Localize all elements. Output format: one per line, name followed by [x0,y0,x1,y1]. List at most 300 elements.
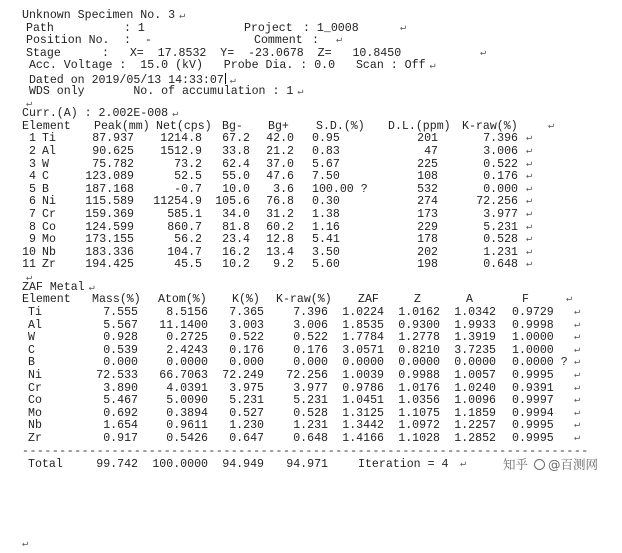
return-mark: ↵ [574,382,581,394]
row-number: 7 [29,207,36,221]
k-raw: 1.231 [293,419,328,433]
sd-percent: 3.50 [312,245,340,259]
bg-plus: 12.8 [266,233,294,247]
specimen-title: Unknown Specimen No. 3 [22,9,176,22]
k-percent: 0.522 [229,331,264,345]
k-raw: 3.977 [483,207,518,221]
total-label: Total [28,457,63,471]
return-mark: ↵ [336,35,343,47]
atom-percent: 2.4243 [166,343,208,357]
return-mark: ↵ [574,420,581,432]
element-symbol: Al [28,318,42,332]
element-symbol: Nb [42,245,56,259]
stage-value: : X= 17.8532 Y= -23.0678 Z= 10.8450 [102,46,402,60]
return-mark: ↵ [526,234,533,246]
k-raw: 3.006 [293,318,328,332]
row-number: 5 [29,182,36,196]
curr-line [22,108,612,121]
k-raw: 0.176 [483,170,518,184]
element-symbol: W [42,157,49,171]
table-row [22,209,612,222]
k-raw: 5.231 [483,220,518,234]
return-mark: ↵ [88,282,95,294]
bg-plus: 3.6 [273,182,294,196]
dl-ppm: 173 [417,207,438,221]
peak-mm: 115.589 [85,195,134,209]
bg-minus: 16.2 [222,245,250,259]
return-mark: ↵ [574,395,581,407]
z-factor: 1.2778 [398,331,440,345]
k-raw: 3.006 [483,144,518,158]
watermark-right: @百测网 [547,456,598,472]
z-factor: 1.1028 [398,432,440,445]
dl-ppm: 274 [417,195,438,209]
k-raw: 0.528 [293,406,328,420]
column-header: Element [22,119,71,133]
row-number: 6 [29,195,36,209]
peak-mm: 124.599 [85,220,134,234]
peak-mm: 194.425 [85,258,134,272]
z-factor: 0.0000 [398,356,440,370]
watermark-left: 知乎 [502,456,528,472]
dl-ppm: 47 [424,144,438,158]
wds-line [22,86,612,99]
z-factor: 0.9300 [398,318,440,332]
bg-minus: 55.0 [222,170,250,184]
return-mark: ↵ [172,109,179,121]
k-raw: 0.522 [293,331,328,345]
zaf-factor: 1.0451 [342,394,384,408]
row-number: 1 [29,132,36,146]
k-percent: 3.975 [229,381,264,395]
net-cps: 1214.8 [160,132,202,146]
sd-percent: 5.60 [312,258,340,272]
net-cps: 1512.9 [160,144,202,158]
zaf-factor: 1.3442 [342,419,384,433]
column-header: Atom(%) [158,293,207,307]
a-factor: 3.7235 [454,343,496,357]
a-factor: 1.0240 [454,381,496,395]
mass-percent: 3.890 [103,381,138,395]
acc-voltage-text: Acc. Voltage : 15.0 (kV) Probe Dia. : 0.0 Scan : Off [28,59,426,73]
bg-plus: 31.2 [266,207,294,221]
k-raw: 3.977 [293,381,328,395]
divider-rule: ---------------------------------------------------------------------------- [22,445,589,458]
a-factor: 1.1859 [454,406,496,420]
k-percent: 0.527 [229,406,264,420]
path-label: Path [26,21,54,35]
bg-plus: 76.8 [266,195,294,209]
column-header: Element [22,293,71,307]
atom-percent: 66.7063 [159,369,208,383]
atom-percent: 0.0000 [166,356,208,370]
a-factor: 1.0057 [454,369,496,383]
return-mark: ↵ [297,86,304,98]
z-factor: 1.0176 [398,381,440,395]
net-cps: 73.2 [174,157,202,171]
atom-percent: 8.5156 [166,306,208,320]
atom-percent: 4.0391 [166,381,208,395]
row-number: 3 [29,157,36,171]
table-row [22,395,612,408]
return-mark: ↵ [566,294,573,306]
net-cps: -0.7 [174,182,202,196]
bg-minus: 105.6 [215,195,250,209]
row-number: 8 [29,220,36,234]
table-row [22,146,612,159]
a-factor: 1.3919 [454,331,496,345]
return-mark: ↵ [526,246,533,258]
position-line [22,35,612,48]
column-header: ZAF [358,293,379,307]
bg-minus: 33.8 [222,144,250,158]
stage-label: Stage [26,46,61,60]
row-number: 11 [22,258,36,272]
wds-text: WDS only No. of accumulation : 1 [28,84,294,98]
table-row [22,332,612,345]
f-factor: 0.9391 [512,381,554,395]
return-mark: ↵ [574,407,581,419]
k-raw: 0.528 [483,233,518,247]
table-row [22,171,612,184]
net-cps: 585.1 [167,207,202,221]
element-symbol: Ti [28,306,42,320]
f-factor: 1.0000 [512,343,554,357]
zaf-factor: 0.9786 [342,381,384,395]
total-atom: 100.0000 [152,457,208,471]
element-symbol: Co [42,220,56,234]
sd-percent: 1.38 [312,207,340,221]
mass-percent: 0.917 [103,432,138,445]
k-raw: 0.000 [483,182,518,196]
k-percent: 0.176 [229,343,264,357]
document [22,10,612,472]
bg-plus: 47.6 [266,170,294,184]
comment-label: Comment [254,34,303,48]
a-factor: 1.0342 [454,306,496,320]
k-raw: 7.396 [293,306,328,320]
column-header: Net(cps) [156,119,212,133]
bg-minus: 23.4 [222,233,250,247]
zaf-table [22,294,612,445]
f-factor: 0.9729 [512,306,554,320]
peak-mm: 75.782 [92,157,134,171]
z-factor: 1.1075 [398,406,440,420]
row-number: 4 [29,170,36,184]
element-symbol: Ni [28,369,42,383]
dated-text: Dated on 2019/05/13 14:33:07 [28,73,224,87]
row-number: 9 [29,233,36,247]
k-raw: 0.648 [483,258,518,272]
column-header: A [466,293,473,307]
z-factor: 0.8210 [398,343,440,357]
return-mark: ↵ [574,370,581,382]
f-factor: 0.9998 [512,318,554,332]
f-factor: 0.0000 ? [512,356,568,370]
atom-percent: 11.1400 [159,318,208,332]
f-factor: 0.9997 [512,394,554,408]
k-raw: 72.256 [286,369,328,383]
table-row [22,433,612,446]
bg-minus: 10.2 [222,258,250,272]
k-percent: 3.003 [229,318,264,332]
k-raw: 0.648 [293,432,328,445]
sd-percent: 0.30 [312,195,340,209]
mass-percent: 5.467 [103,394,138,408]
return-mark: ↵ [22,539,29,550]
k-raw: 0.000 [293,356,328,370]
table-row [22,259,612,272]
k-raw: 0.522 [483,157,518,171]
return-mark: ↵ [574,344,581,356]
zaf-title: ZAF Metal [22,280,85,294]
k-percent: 1.230 [229,419,264,433]
k-raw: 7.396 [483,132,518,146]
bg-minus: 67.2 [222,132,250,146]
bg-minus: 81.8 [222,220,250,234]
k-percent: 7.365 [229,306,264,320]
dl-ppm: 178 [417,233,438,247]
zaf-factor: 1.4166 [342,432,384,445]
table-row [22,234,612,247]
curr-text: Curr.(A) : 2.002E-008 [22,107,169,121]
return-mark: ↵ [26,99,33,111]
total-row [22,458,612,472]
element-symbol: W [28,331,35,345]
acc-voltage-line [22,60,612,73]
peak-mm: 187.168 [85,182,134,196]
element-symbol: B [42,182,49,196]
mass-percent: 5.567 [103,318,138,332]
column-header: Peak(mm) [94,119,150,133]
sd-percent: 5.41 [312,233,340,247]
bg-minus: 62.4 [222,157,250,171]
column-header: Bg+ [268,119,289,133]
column-header: K-raw(%) [276,293,332,307]
element-symbol: Cr [28,381,42,395]
peak-mm: 90.625 [92,144,134,158]
element-symbol: Nb [28,419,42,433]
atom-percent: 0.2725 [166,331,208,345]
f-factor: 1.0000 [512,331,554,345]
column-header: K-raw(%) [462,119,518,133]
dl-ppm: 198 [417,258,438,272]
mass-percent: 0.539 [103,343,138,357]
return-mark: ↵ [526,133,533,145]
dl-ppm: 532 [417,182,438,196]
a-factor: 1.2852 [454,432,496,445]
position-label: Position No. [26,34,110,48]
zaf-factor: 1.0039 [342,369,384,383]
a-factor: 0.0000 [454,356,496,370]
atom-percent: 5.0090 [166,394,208,408]
element-measurement-table [22,121,612,272]
mass-percent: 0.928 [103,331,138,345]
bg-plus: 37.0 [266,157,294,171]
text-cursor [225,73,226,84]
element-symbol: B [28,356,35,370]
column-header: F [522,293,529,307]
element-symbol: C [28,343,35,357]
return-mark: ↵ [574,433,581,444]
sd-percent: 0.95 [312,132,340,146]
return-mark: ↵ [526,221,533,233]
net-cps: 860.7 [167,220,202,234]
element-symbol: Al [42,144,56,158]
element-symbol: Mo [42,233,56,247]
return-mark: ↵ [526,259,533,271]
peak-mm: 87.937 [92,132,134,146]
total-mass: 99.742 [96,457,138,471]
return-mark: ↵ [480,47,487,59]
net-cps: 45.5 [174,258,202,272]
column-header: D.L.(ppm) [388,119,451,133]
atom-percent: 0.9611 [166,419,208,433]
row-number: 10 [22,245,36,259]
element-symbol: Co [28,394,42,408]
mass-percent: 7.555 [103,306,138,320]
table-row [22,307,612,320]
element-symbol: Ni [42,195,56,209]
element-symbol: C [42,170,49,184]
f-factor: 0.9995 [512,432,554,445]
bg-minus: 34.0 [222,207,250,221]
a-factor: 1.2257 [454,419,496,433]
atom-percent: 0.5426 [166,432,208,445]
zaf-factor: 1.8535 [342,318,384,332]
table-row [22,370,612,383]
watermark [499,458,598,472]
return-mark: ↵ [574,332,581,344]
peak-mm: 123.089 [85,170,134,184]
specimen-title-line [22,10,612,23]
net-cps: 11254.9 [153,195,202,209]
dl-ppm: 225 [417,157,438,171]
return-mark: ↵ [526,158,533,170]
z-factor: 0.9988 [398,369,440,383]
dl-ppm: 108 [417,170,438,184]
return-mark: ↵ [574,307,581,319]
element-symbol: Ti [42,132,56,146]
bg-minus: 10.0 [222,182,250,196]
project-label: Project [244,21,293,35]
total-kraw: 94.971 [286,457,328,471]
k-percent: 72.249 [222,369,264,383]
k-raw: 0.176 [293,343,328,357]
element-symbol: Cr [42,207,56,221]
sd-percent: 7.50 [312,170,340,184]
z-factor: 1.0356 [398,394,440,408]
zaf-factor: 3.0571 [342,343,384,357]
return-mark: ↵ [26,272,33,284]
element-symbol: Zr [42,258,56,272]
return-mark: ↵ [400,22,407,34]
peak-mm: 159.369 [85,207,134,221]
a-factor: 1.9933 [454,318,496,332]
return-mark: ↵ [429,61,436,73]
row-number: 2 [29,144,36,158]
bg-plus: 13.4 [266,245,294,259]
project-value: : 1_0008 [303,21,359,35]
bg-plus: 9.2 [273,258,294,272]
f-factor: 0.9995 [512,369,554,383]
dl-ppm: 202 [417,245,438,259]
dl-ppm: 201 [417,132,438,146]
return-mark: ↵ [526,208,533,220]
f-factor: 0.9994 [512,406,554,420]
f-factor: 0.9995 [512,419,554,433]
total-iteration: Iteration = 4 [358,457,449,471]
column-header: Mass(%) [92,293,141,307]
bg-plus: 21.2 [266,144,294,158]
k-raw: 5.231 [293,394,328,408]
path-value: : 1 [124,21,145,35]
zaf-factor: 0.0000 [342,356,384,370]
column-header: Bg- [222,119,243,133]
column-header: K(%) [232,293,260,307]
mass-percent: 0.692 [103,406,138,420]
k-percent: 5.231 [229,394,264,408]
element-symbol: Zr [28,432,42,445]
zaf-factor: 1.0224 [342,306,384,320]
net-cps: 52.5 [174,170,202,184]
k-percent: 0.000 [229,356,264,370]
bg-plus: 42.0 [266,132,294,146]
return-mark: ↵ [574,357,581,369]
z-factor: 1.0972 [398,419,440,433]
return-mark: ↵ [526,145,533,157]
k-raw: 72.256 [476,195,518,209]
zaf-factor: 1.3125 [342,406,384,420]
mass-percent: 0.000 [103,356,138,370]
position-value: : - [124,34,152,48]
sd-percent: 100.00 ? [312,182,368,196]
peak-mm: 183.336 [85,245,134,259]
return-mark: ↵ [526,171,533,183]
return-mark: ↵ [526,196,533,208]
zaf-factor: 1.7784 [342,331,384,345]
return-mark: ↵ [229,75,236,87]
net-cps: 56.2 [174,233,202,247]
comment-value: : [312,34,319,48]
net-cps: 104.7 [167,245,202,259]
paw-icon [534,459,545,470]
return-mark: ↵ [548,120,555,132]
k-percent: 0.647 [229,432,264,445]
column-header: S.D.(%) [316,119,365,133]
column-header: Z [414,293,421,307]
k-raw: 1.231 [483,245,518,259]
dl-ppm: 229 [417,220,438,234]
return-mark: ↵ [574,319,581,331]
bg-plus: 60.2 [266,220,294,234]
z-factor: 1.0162 [398,306,440,320]
element-symbol: Mo [28,406,42,420]
peak-mm: 173.155 [85,233,134,247]
atom-percent: 0.3894 [166,406,208,420]
return-mark: ↵ [460,458,467,470]
a-factor: 1.0096 [454,394,496,408]
mass-percent: 1.654 [103,419,138,433]
mass-percent: 72.533 [96,369,138,383]
sd-percent: 1.16 [312,220,340,234]
return-mark: ↵ [179,11,186,22]
return-mark: ↵ [526,183,533,195]
sd-percent: 0.83 [312,144,340,158]
total-k: 94.949 [222,457,264,471]
sd-percent: 5.67 [312,157,340,171]
blank-line [22,272,612,282]
